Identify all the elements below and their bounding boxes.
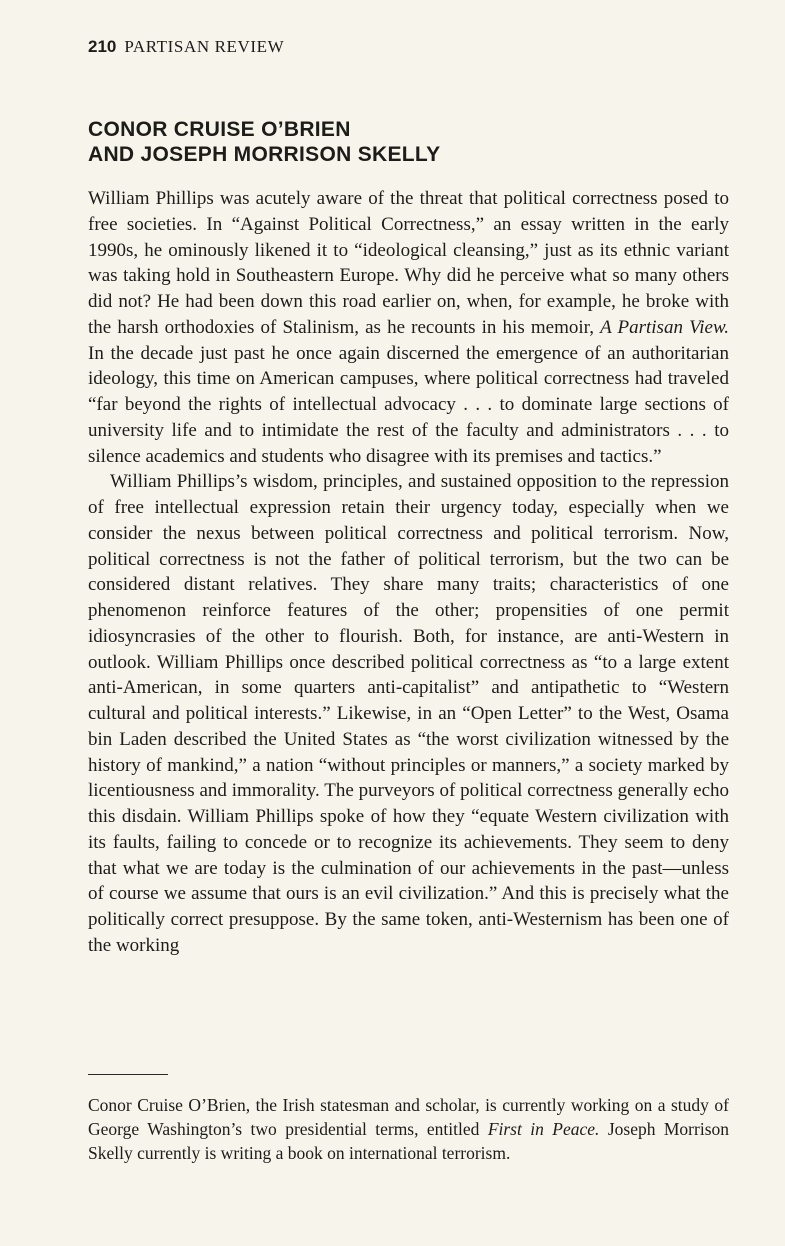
paragraph-1-text-b: In the decade just past he once again discerned the emergence of an authoritarian ideology, this time on American campuses, where political correctness had traveled “far beyond the rights of intellectual advocacy . . . to dominate large sections of university life and to intimidate the rest of the faculty and administrators . . . to silence academics and students who disagree with its premises and tactics.”	[88, 342, 729, 467]
footnote-rule	[88, 1074, 168, 1075]
article-body	[88, 186, 729, 959]
paragraph-1	[88, 186, 729, 469]
byline-line-1: CONOR CRUISE O’BRIEN	[88, 118, 351, 141]
book-title: First in Peace.	[487, 1119, 600, 1139]
footnote-text-a: Conor Cruise O’Brien, the Irish statesman and scholar, is currently working on a study of George Washington’s two presidential terms, entitled	[88, 1095, 729, 1139]
paragraph-1-text-a: William Phillips was acutely aware of the threat that political correctness posed to free societies. In “Against Political Correctness,” an essay written in the early 1990s, he ominously likened it to “ideological cleansing,” just as its ethnic variant was taking hold in Southeastern Europe. Why did he perceive what so many others did not? He had been down this road earlier on, when, for example, he broke with the harsh orthodoxies of Stalinism, as he recounts in his memoir,	[88, 188, 729, 338]
author-byline	[88, 117, 728, 167]
running-head	[88, 37, 284, 57]
page-number: 210	[88, 37, 117, 56]
memoir-title: A Partisan View.	[600, 316, 729, 338]
byline-line-2: AND JOSEPH MORRISON SKELLY	[88, 143, 441, 166]
author-footnote	[88, 1093, 729, 1165]
paragraph-2: William Phillips’s wisdom, principles, and sustained opposition to the repression of free intellectual expression retain their urgency today, especially when we consider the nexus between political correctness and political terrorism. Now, political correctness is not the father of political terrorism, but the two can be considered distant relatives. They share many traits; characteristics of one phenomenon reinforce features of the other; propensities of one permit idiosyncrasies of the other to flourish. Both, for instance, are anti-Western in outlook. William Phillips once described political correctness as “to a large extent anti-American, in some quarters anti-capitalist” and antipathetic to “Western cultural and political interests.” Likewise, in an “Open Letter” to the West, Osama bin Laden described the United States as “the worst civilization witnessed by the history of mankind,” a nation “without principles or manners,” a society marked by licentiousness and immorality. The purveyors of political correctness generally echo this disdain. William Phillips spoke of how they “equate Western civilization with its faults, failing to concede or to recognize its achievements. They seem to deny that what we are today is the culmination of our achievements in the past—unless of course we assume that ours is an evil civilization.” And this is precisely what the politically correct presuppose. By the same token, anti-Westernism has been one of the working	[88, 471, 729, 956]
footnote-text-b: Joseph Morrison Skelly currently is writing a book on international terrorism.	[88, 1119, 730, 1163]
journal-title: PARTISAN REVIEW	[124, 37, 285, 56]
